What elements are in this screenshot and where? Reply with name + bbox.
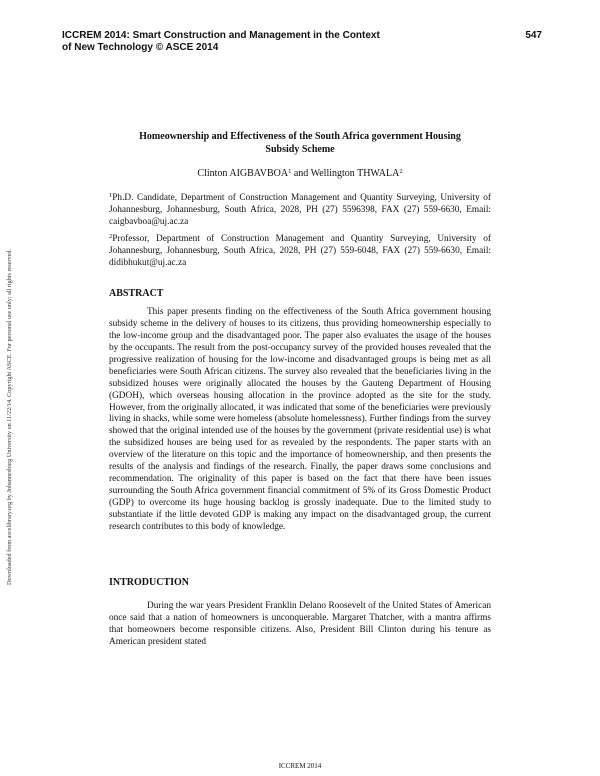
introduction-heading: INTRODUCTION <box>109 577 190 588</box>
page-footer: ICCREM 2014 <box>278 762 322 770</box>
page-number: 547 <box>525 30 542 41</box>
affiliation-2-marker: 2 <box>109 233 113 240</box>
abstract-heading: ABSTRACT <box>109 288 164 299</box>
author-2: Wellington THWALA <box>310 168 400 179</box>
author-conjunction: and <box>291 168 311 179</box>
author-1: Clinton AIGBAVBOA <box>197 168 289 179</box>
paper-title <box>100 130 500 156</box>
affiliation-1 <box>109 193 491 229</box>
header-line-1: ICCREM 2014: Smart Construction and Management in the Context <box>62 30 380 41</box>
download-notice-text: Downloaded from ascelibrary.org by Johannesburg University on 11/22/14. Copyright ASCE. For personal use only; all rights reserved. <box>6 249 13 585</box>
abstract-body: This paper presents finding on the effectiveness of the South Africa government housing subsidy scheme in the delivery of houses to its citizens, thus providing homeownership especially to the low-income group and the disadvantaged poor. The paper also evaluates the usage of the houses by the occupants. The result from the post-occupancy survey of the provided houses revealed that the progressive realization of housing for the low-income and disadvantaged groups is being met as all beneficiaries were South African citizens. The survey also revealed that the beneficiaries living in the subsidized houses were originally allocated the houses by the Gauteng Department of Housing (GDOH), which overseas housing allocation in the province adopted as the site for the study. However, from the originally allocated, it was indicated that some of the beneficiaries were previously living in shacks, while some were homeless (absolute homelessness). Further findings from the survey showed that the original intended use of the houses by the government (private residential use) is what the subsidized houses are being used for as revealed by the respondents. The paper starts with an overview of the literature on this topic and the importance of homeownership, and then presents the results of the analysis and findings of the research. Finally, the paper draws some conclusions and recommendation. The originality of this paper is based on the fact that there have been issues surrounding the South Africa government financial commitment of 5% of its Gross Domestic Product (GDP) to overcome its huge housing backlog is grossly inadequate. Due to the limited study to substantiate if the little devoted GDP is making any impact on the disadvantaged group, the current research contributes to this body of knowledge. <box>109 307 491 532</box>
author-2-marker: 2 <box>399 168 403 175</box>
author-list <box>100 168 500 180</box>
author-1-marker: 1 <box>288 168 292 175</box>
affiliation-1-text: Ph.D. Candidate, Department of Construction Management and Quantity Surveying, University of Johannesburg, Johannesburg, South Africa, 2028, PH (27) 5596398, FAX (27) 559-6630, Email: caigbavboa@uj.ac.za <box>109 193 491 227</box>
affiliation-1-marker: 1 <box>109 192 113 199</box>
affiliation-2-text: Professor, Department of Construction Management and Quantity Surveying, University of Johannesburg, Johannesburg, South Africa, 2028, PH (27) 559-6048, FAX (27) 559-6630, Email: didibhukut@uj.ac.za <box>109 234 491 268</box>
header-line-2: of New Technology © ASCE 2014 <box>62 42 219 53</box>
running-header <box>62 30 542 54</box>
introduction-body: During the war years President Franklin Delano Roosevelt of the United States of American once said that a nation of homeowners is unconquerable. Margaret Thatcher, with a mantra affirms that homeowners become responsible citizens. Also, President Bill Clinton during his tenure as American president stated <box>109 601 491 647</box>
affiliation-2 <box>109 234 491 270</box>
title-line-1: Homeownership and Effectiveness of the South Africa government Housing <box>139 131 461 142</box>
title-line-2: Subsidy Scheme <box>265 144 335 155</box>
download-notice <box>0 165 12 585</box>
